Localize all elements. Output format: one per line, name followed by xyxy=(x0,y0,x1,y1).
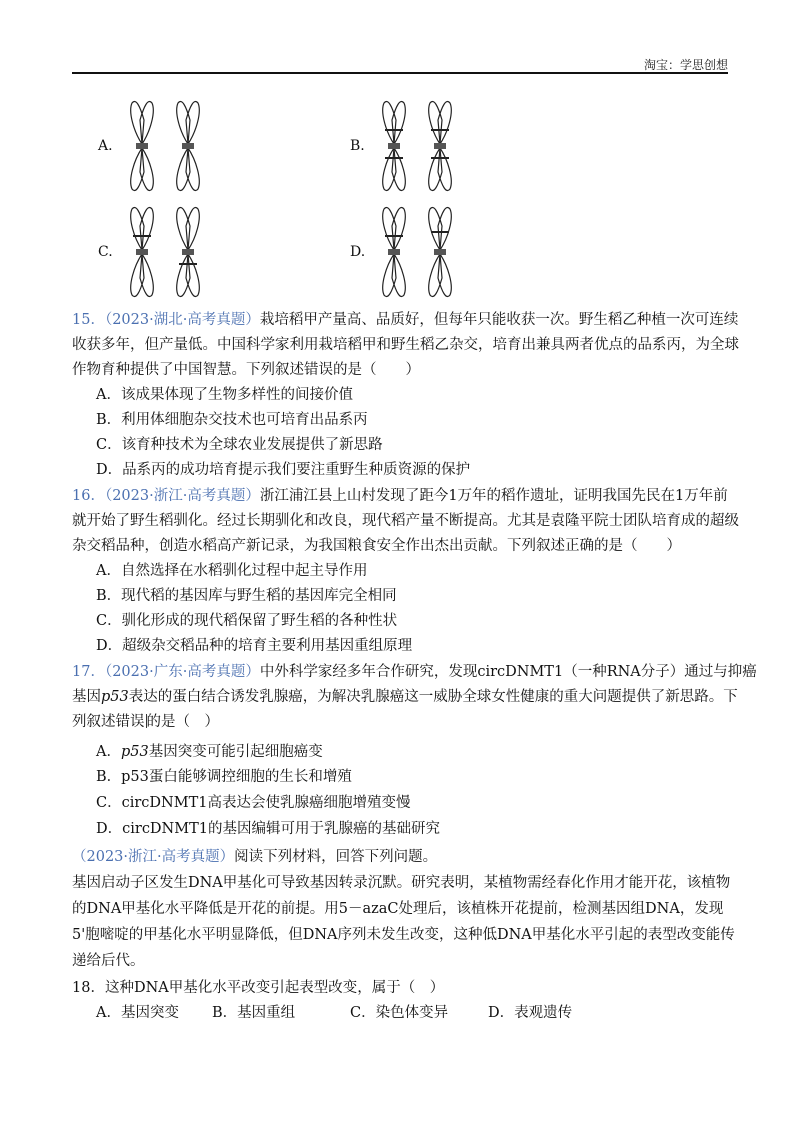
q18-option-c[interactable]: C．染色体变异 xyxy=(350,1005,449,1021)
option-a-label: A. xyxy=(98,138,113,154)
q15-source: （2023·湖北·高考真题） xyxy=(104,312,260,328)
q15-stem-line-1 xyxy=(72,309,738,331)
passage-source: （2023·浙江·高考真题） xyxy=(72,849,235,865)
q16-number: 16． xyxy=(72,488,105,504)
q17-stem-line-3 xyxy=(72,711,219,733)
q16-option-d[interactable]: D．超级杂交稻品种的培育主要利用基因重组原理 xyxy=(96,638,413,654)
q16-stem-text-1: 浙江浦江县上山村发现了距今1万年的稻作遗址，证明我国先民在1万年前 xyxy=(259,488,728,504)
q17-emphasis-wrong: 错误 xyxy=(115,714,145,730)
q17-option-a[interactable] xyxy=(96,741,323,763)
q17-option-b[interactable]: B．p53蛋白能够调控细胞的生长和增殖 xyxy=(96,769,352,785)
chromosome-figure-a xyxy=(120,100,216,192)
q16-option-a[interactable]: A．自然选择在水稻驯化过程中起主导作用 xyxy=(96,563,368,579)
q17-stem-text-3c: 的是（ ） xyxy=(146,714,219,730)
q15-stem-line-3: 作物育种提供了中国智慧。下列叙述错误的是（ ） xyxy=(72,362,420,378)
option-c-label: C. xyxy=(98,244,113,260)
q17-option-a-letter: A． xyxy=(96,744,121,760)
q16-stem-line-2: 就开始了野生稻驯化。经过长期驯化和改良，现代稻产量不断提高。尤其是袁隆平院士团队培育成的超级 xyxy=(72,513,739,529)
q17-option-d[interactable]: D．circDNMT1的基因编辑可用于乳腺癌的基础研究 xyxy=(96,821,440,837)
q16-stem-line-3: 杂交稻品种，创造水稻高产新记录，为我国粮食安全作出杰出贡献。下列叙述正确的是（ ） xyxy=(72,538,681,554)
q18-option-a[interactable]: A．基因突变 xyxy=(96,1005,179,1021)
q17-stem-text-1: 中外科学家经多年合作研究，发现circDNMT1（一种RNA分子）通过与抑癌 xyxy=(259,664,757,680)
passage-line-3: 5'胞嘧啶的甲基化水平明显降低，但DNA序列未发生改变，这种低DNA甲基化水平引起的表型改变能传 xyxy=(72,927,735,943)
q17-gene-p53: p53 xyxy=(101,689,129,705)
q18-stem: 18．这种DNA甲基化水平改变引起表型改变，属于（ ） xyxy=(72,980,445,996)
q17-option-a-text: 基因突变可能引起细胞癌变 xyxy=(148,744,323,760)
q15-option-c[interactable]: C．该育种技术为全球农业发展提供了新思路 xyxy=(96,437,383,453)
q17-option-a-gene: p53 xyxy=(120,744,149,760)
q15-stem-text-1: 栽培稻甲产量高、品质好，但每年只能收获一次。野生稻乙种植一次可连续 xyxy=(259,312,739,328)
q18-option-d[interactable]: D．表观遗传 xyxy=(488,1005,573,1021)
passage-line-2: 的DNA甲基化水平降低是开花的前提。用5－azaC处理后，该植株开花提前，检测基因组DNA，发现 xyxy=(72,901,724,917)
chromosome-figure-b xyxy=(372,100,468,192)
q16-option-c[interactable]: C．驯化形成的现代稻保留了野生稻的各种性状 xyxy=(96,613,398,629)
passage-line-1: 基因启动子区发生DNA甲基化可导致基因转录沉默。研究表明，某植物需经春化作用才能开花，该植物 xyxy=(72,875,731,891)
q18-option-b[interactable]: B．基因重组 xyxy=(212,1005,296,1021)
q16-option-b[interactable]: B．现代稻的基因库与野生稻的基因库完全相同 xyxy=(96,588,397,604)
q15-stem-line-2: 收获多年，但产量低。中国科学家利用栽培稻甲和野生稻乙杂交，培育出兼具两者优点的品系丙，为全球 xyxy=(72,337,739,353)
page-header-text: 淘宝：学思创想 xyxy=(643,58,728,72)
q15-number: 15． xyxy=(72,312,105,328)
option-d-label: D. xyxy=(350,244,366,260)
passage-header xyxy=(72,846,437,868)
q17-source: （2023·广东·高考真题） xyxy=(104,664,260,680)
header-divider xyxy=(72,72,728,74)
chromosome-figure-d xyxy=(372,206,468,298)
q17-stem-line-1 xyxy=(72,661,757,683)
q17-stem-text-2c: 表达的蛋白结合诱发乳腺癌，为解决乳腺癌这一威胁全球女性健康的重大问题提供了新思路。下 xyxy=(128,689,738,705)
q17-stem-line-2 xyxy=(72,686,738,708)
q17-stem-text-2a: 基因 xyxy=(72,689,101,705)
q17-stem-text-3a: 列叙述 xyxy=(72,714,116,730)
q15-option-a[interactable]: A．该成果体现了生物多样性的间接价值 xyxy=(96,387,353,403)
passage-intro: 阅读下列材料，回答下列问题。 xyxy=(234,849,438,865)
q17-number: 17． xyxy=(72,664,105,680)
chromosome-figure-c xyxy=(120,206,216,298)
q15-option-d[interactable]: D．品系丙的成功培育提示我们要注重野生种质资源的保护 xyxy=(96,462,471,478)
option-b-label: B. xyxy=(350,138,365,154)
passage-line-4: 递给后代。 xyxy=(72,953,145,969)
q16-source: （2023·浙江·高考真题） xyxy=(104,488,260,504)
q15-option-b[interactable]: B．利用体细胞杂交技术也可培育出品系丙 xyxy=(96,412,368,428)
q16-stem-line-1 xyxy=(72,485,728,507)
q17-option-c[interactable]: C．circDNMT1高表达会使乳腺癌细胞增殖变慢 xyxy=(96,795,411,811)
